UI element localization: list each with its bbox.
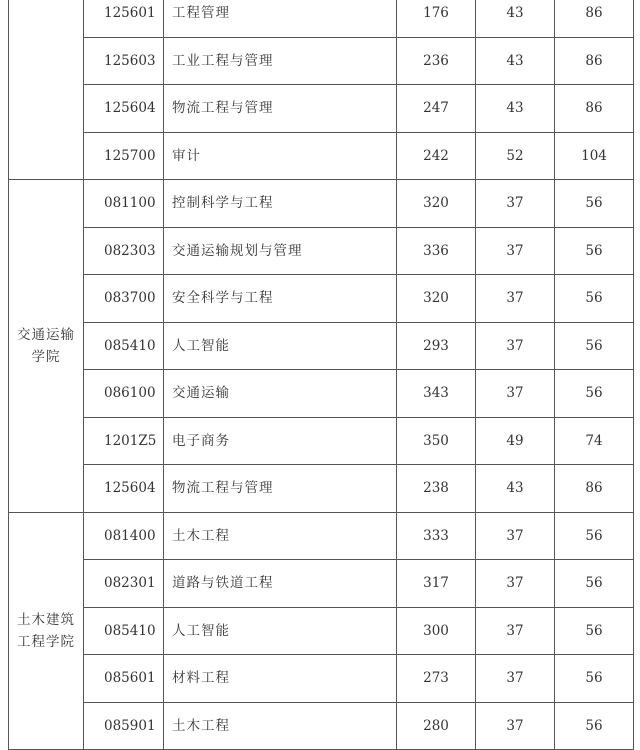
major-code-cell: 081100 bbox=[84, 180, 164, 228]
multi-subject-score-cell: 104 bbox=[555, 132, 634, 180]
table-row bbox=[9, 0, 634, 37]
single-subject-score-cell: 37 bbox=[476, 702, 555, 750]
single-subject-score-cell: 37 bbox=[476, 275, 555, 323]
major-name-cell: 人工智能 bbox=[164, 607, 397, 655]
multi-subject-score-cell: 56 bbox=[555, 322, 634, 370]
major-code-cell: 125604 bbox=[84, 465, 164, 513]
single-subject-score-cell: 43 bbox=[476, 85, 555, 133]
table-row bbox=[9, 607, 634, 655]
single-subject-score-cell: 37 bbox=[476, 370, 555, 418]
score-table bbox=[8, 0, 634, 750]
table-row bbox=[9, 275, 634, 323]
major-name-cell: 审计 bbox=[164, 132, 397, 180]
table-row bbox=[9, 512, 634, 560]
college-cell: 交通运输学院 bbox=[9, 180, 84, 513]
major-name-cell: 物流工程与管理 bbox=[164, 465, 397, 513]
table-row bbox=[9, 560, 634, 608]
table-row bbox=[9, 85, 634, 133]
table-row bbox=[9, 227, 634, 275]
major-code-cell: 083700 bbox=[84, 275, 164, 323]
table-row bbox=[9, 322, 634, 370]
total-score-cell: 236 bbox=[397, 37, 476, 85]
major-name-cell: 土木工程 bbox=[164, 702, 397, 750]
major-name-cell: 材料工程 bbox=[164, 655, 397, 703]
total-score-cell: 336 bbox=[397, 227, 476, 275]
major-code-cell: 082303 bbox=[84, 227, 164, 275]
major-name-cell: 道路与铁道工程 bbox=[164, 560, 397, 608]
total-score-cell: 333 bbox=[397, 512, 476, 560]
table-row bbox=[9, 465, 634, 513]
multi-subject-score-cell: 56 bbox=[555, 512, 634, 560]
single-subject-score-cell: 37 bbox=[476, 560, 555, 608]
single-subject-score-cell: 43 bbox=[476, 0, 555, 37]
single-subject-score-cell: 43 bbox=[476, 465, 555, 513]
major-code-cell: 125603 bbox=[84, 37, 164, 85]
major-name-cell: 交通运输 bbox=[164, 370, 397, 418]
major-name-cell: 工业工程与管理 bbox=[164, 37, 397, 85]
total-score-cell: 280 bbox=[397, 702, 476, 750]
multi-subject-score-cell: 56 bbox=[555, 275, 634, 323]
single-subject-score-cell: 37 bbox=[476, 322, 555, 370]
major-name-cell: 物流工程与管理 bbox=[164, 85, 397, 133]
major-name-cell: 土木工程 bbox=[164, 512, 397, 560]
table-row bbox=[9, 132, 634, 180]
multi-subject-score-cell: 56 bbox=[555, 655, 634, 703]
table-row bbox=[9, 370, 634, 418]
total-score-cell: 320 bbox=[397, 180, 476, 228]
table-row bbox=[9, 37, 634, 85]
multi-subject-score-cell: 56 bbox=[555, 227, 634, 275]
single-subject-score-cell: 52 bbox=[476, 132, 555, 180]
major-code-cell: 125601 bbox=[84, 0, 164, 37]
total-score-cell: 343 bbox=[397, 370, 476, 418]
college-cell bbox=[9, 0, 84, 180]
total-score-cell: 350 bbox=[397, 417, 476, 465]
table-row bbox=[9, 702, 634, 750]
major-name-cell: 安全科学与工程 bbox=[164, 275, 397, 323]
major-name-cell: 电子商务 bbox=[164, 417, 397, 465]
major-name-cell: 人工智能 bbox=[164, 322, 397, 370]
major-name-cell: 控制科学与工程 bbox=[164, 180, 397, 228]
major-code-cell: 125700 bbox=[84, 132, 164, 180]
single-subject-score-cell: 49 bbox=[476, 417, 555, 465]
multi-subject-score-cell: 56 bbox=[555, 702, 634, 750]
multi-subject-score-cell: 86 bbox=[555, 37, 634, 85]
multi-subject-score-cell: 56 bbox=[555, 607, 634, 655]
multi-subject-score-cell: 56 bbox=[555, 560, 634, 608]
single-subject-score-cell: 37 bbox=[476, 227, 555, 275]
major-code-cell: 086100 bbox=[84, 370, 164, 418]
total-score-cell: 273 bbox=[397, 655, 476, 703]
major-code-cell: 085601 bbox=[84, 655, 164, 703]
single-subject-score-cell: 43 bbox=[476, 37, 555, 85]
multi-subject-score-cell: 74 bbox=[555, 417, 634, 465]
single-subject-score-cell: 37 bbox=[476, 655, 555, 703]
single-subject-score-cell: 37 bbox=[476, 512, 555, 560]
major-code-cell: 085410 bbox=[84, 607, 164, 655]
major-name-cell: 交通运输规划与管理 bbox=[164, 227, 397, 275]
total-score-cell: 317 bbox=[397, 560, 476, 608]
table-row bbox=[9, 180, 634, 228]
multi-subject-score-cell: 86 bbox=[555, 0, 634, 37]
table-row bbox=[9, 655, 634, 703]
major-code-cell: 085410 bbox=[84, 322, 164, 370]
multi-subject-score-cell: 86 bbox=[555, 465, 634, 513]
total-score-cell: 320 bbox=[397, 275, 476, 323]
multi-subject-score-cell: 56 bbox=[555, 370, 634, 418]
score-table-body bbox=[9, 0, 634, 750]
major-code-cell: 082301 bbox=[84, 560, 164, 608]
total-score-cell: 238 bbox=[397, 465, 476, 513]
single-subject-score-cell: 37 bbox=[476, 180, 555, 228]
college-cell: 土木建筑工程学院 bbox=[9, 512, 84, 750]
total-score-cell: 300 bbox=[397, 607, 476, 655]
total-score-cell: 176 bbox=[397, 0, 476, 37]
major-name-cell: 工程管理 bbox=[164, 0, 397, 37]
single-subject-score-cell: 37 bbox=[476, 607, 555, 655]
major-code-cell: 085901 bbox=[84, 702, 164, 750]
table-row bbox=[9, 417, 634, 465]
multi-subject-score-cell: 86 bbox=[555, 85, 634, 133]
major-code-cell: 081400 bbox=[84, 512, 164, 560]
total-score-cell: 293 bbox=[397, 322, 476, 370]
multi-subject-score-cell: 56 bbox=[555, 180, 634, 228]
total-score-cell: 247 bbox=[397, 85, 476, 133]
total-score-cell: 242 bbox=[397, 132, 476, 180]
major-code-cell: 1201Z5 bbox=[84, 417, 164, 465]
major-code-cell: 125604 bbox=[84, 85, 164, 133]
